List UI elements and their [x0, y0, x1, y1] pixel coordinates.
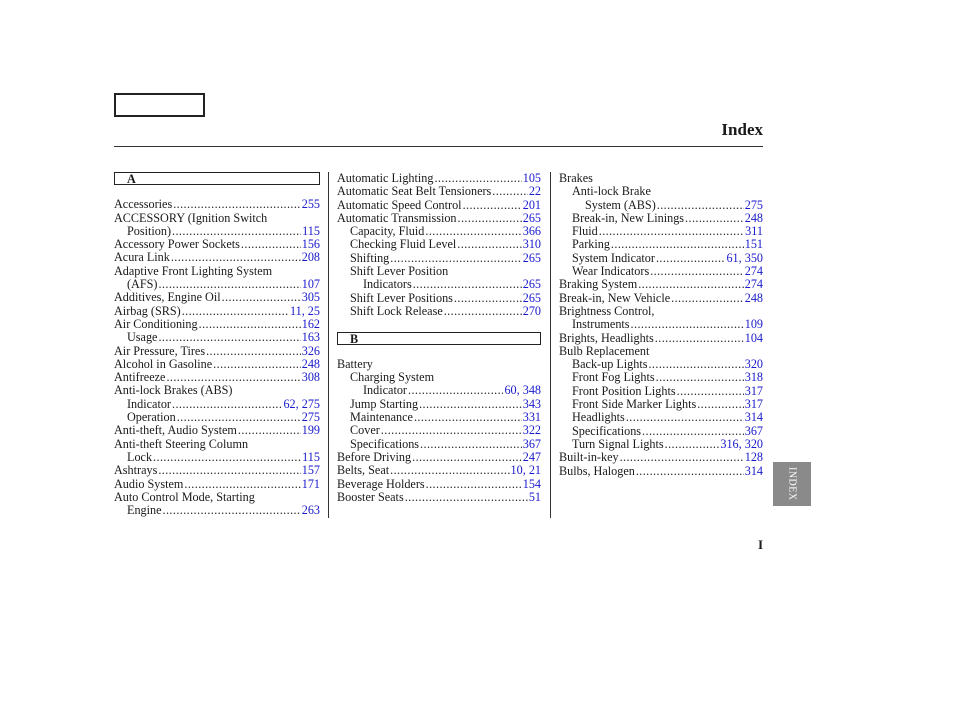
index-entry-term: Break-in, New Linings [572, 210, 685, 225]
index-entry-term: Specifications [350, 436, 420, 451]
index-entry [337, 371, 541, 384]
spacer [114, 185, 320, 198]
page-reference-link[interactable]: 275 [744, 197, 763, 212]
page-reference-link[interactable]: 367 [744, 423, 763, 438]
index-entry-term: Operation [127, 410, 176, 425]
index-entry[interactable] [337, 278, 541, 291]
index-entry[interactable] [337, 172, 541, 185]
dot-leader [636, 465, 744, 478]
spacer [337, 345, 541, 358]
index-entry [114, 491, 320, 504]
page-reference-link[interactable]: 314 [744, 410, 763, 425]
index-entry-term: Wear Indicators [572, 264, 650, 279]
column-divider [328, 172, 329, 518]
dot-leader [390, 252, 521, 265]
index-entry[interactable] [114, 305, 320, 318]
page-reference-link[interactable]: 60, 348 [504, 383, 541, 398]
index-entry[interactable] [114, 291, 320, 304]
index-entry-term: Indicator [363, 383, 407, 398]
page-reference-link[interactable]: 274 [744, 264, 763, 279]
dot-leader [177, 411, 301, 424]
dot-leader [626, 411, 744, 424]
index-entry-term: Built-in-key [559, 450, 619, 465]
dot-leader [381, 424, 522, 437]
header-tab-box [114, 93, 205, 117]
page-reference-link[interactable]: 305 [301, 290, 320, 305]
index-entry-term: Anti-theft Steering Column [114, 436, 249, 451]
dot-leader [611, 238, 744, 251]
dot-leader [166, 371, 300, 384]
index-entry-term: Shift Lever Positions [350, 290, 453, 305]
index-entry[interactable] [114, 345, 320, 358]
dot-leader [206, 345, 301, 358]
index-entry-term: Checking Fluid Level [350, 237, 457, 252]
page-reference-link[interactable]: 317 [744, 383, 763, 398]
index-entry-term: Auto Control Mode, Starting [114, 489, 255, 504]
index-entry[interactable] [559, 265, 763, 278]
index-entry-term: (AFS) [127, 277, 158, 292]
dot-leader [153, 451, 301, 464]
index-entry-term: Anti-lock Brake [572, 184, 651, 199]
dot-leader [163, 504, 301, 517]
index-entry[interactable] [559, 358, 763, 371]
index-entry-term: Automatic Transmission [337, 210, 457, 225]
index-column-3 [559, 172, 763, 478]
index-entry-term: Cover [350, 423, 380, 438]
index-side-tab[interactable] [773, 462, 811, 506]
index-entry[interactable] [337, 478, 541, 491]
index-entry-term: Anti-theft, Audio System [114, 423, 237, 438]
index-entry-term: Instruments [572, 317, 630, 332]
page-reference-link[interactable]: 128 [744, 450, 763, 465]
dot-leader [172, 398, 282, 411]
index-entry[interactable] [114, 251, 320, 264]
index-entry-term: Automatic Seat Belt Tensioners [337, 184, 492, 199]
page-reference-link[interactable]: 247 [522, 449, 541, 464]
dot-leader [655, 332, 744, 345]
dot-leader [171, 251, 301, 264]
index-entry-term: Brightness Control, [559, 303, 655, 318]
index-entry-term: Belts, Seat [337, 463, 390, 478]
index-entry-term: Audio System [114, 476, 184, 491]
index-entry-term: Lock [127, 449, 153, 464]
header-rule [114, 146, 763, 147]
index-entry[interactable] [559, 465, 763, 478]
dot-leader [420, 438, 522, 451]
index-entry-term: System (ABS) [585, 197, 656, 212]
index-entry[interactable] [337, 199, 541, 212]
index-entry-term: Capacity, Fluid [350, 224, 425, 239]
page-reference-link[interactable]: 248 [744, 210, 763, 225]
page-reference-link[interactable]: 270 [522, 303, 541, 318]
index-entry-term: Beverage Holders [337, 476, 425, 491]
index-entry-term: Ashtrays [114, 463, 158, 478]
page-reference-link[interactable]: 316, 320 [720, 436, 763, 451]
index-entry-term: Turn Signal Lights [572, 436, 664, 451]
page-reference-link[interactable]: 115 [302, 449, 320, 464]
index-entry[interactable] [559, 385, 763, 398]
index-side-tab-label: INDEX [786, 467, 798, 501]
index-entry[interactable] [114, 318, 320, 331]
dot-leader [434, 172, 521, 185]
index-entry-term: Fluid [572, 224, 598, 239]
index-column-1 [114, 172, 320, 517]
index-entry-term: Parking [572, 237, 610, 252]
page-reference-link[interactable]: 322 [522, 423, 541, 438]
index-entry-term: Bulbs, Halogen [559, 463, 635, 478]
dot-leader [457, 238, 521, 251]
index-entry[interactable] [114, 358, 320, 371]
index-entry[interactable] [337, 411, 541, 424]
index-entry-term: Battery [337, 356, 373, 371]
index-entry-term: Shift Lock Release [350, 303, 443, 318]
index-entry[interactable] [559, 225, 763, 238]
page-reference-link[interactable]: 115 [302, 223, 320, 238]
index-entry[interactable] [114, 424, 320, 437]
index-entry-term: Braking System [559, 277, 638, 292]
dot-leader [173, 198, 301, 211]
dot-leader [665, 438, 720, 451]
page-reference-link[interactable]: 265 [522, 210, 541, 225]
page-number: I [758, 537, 764, 552]
index-entry[interactable] [559, 212, 763, 225]
index-entry-term: Position) [127, 223, 172, 238]
index-entry[interactable] [114, 504, 320, 517]
dot-leader [222, 291, 301, 304]
page-reference-link[interactable]: 11, 25 [289, 303, 320, 318]
index-entry[interactable] [114, 464, 320, 477]
page-reference-link[interactable]: 343 [522, 396, 541, 411]
page-reference-link[interactable]: 248 [744, 290, 763, 305]
index-entry-term: Engine [127, 503, 162, 518]
page-reference-link[interactable]: 109 [744, 317, 763, 332]
dot-leader [677, 385, 744, 398]
column-divider [550, 172, 551, 518]
index-entry [559, 305, 763, 318]
dot-leader [412, 451, 522, 464]
page-reference-link[interactable]: 61, 350 [726, 250, 763, 265]
dot-leader [492, 185, 528, 198]
index-entry-term: System Indicator [572, 250, 655, 265]
dot-leader [631, 318, 744, 331]
dot-leader [238, 424, 301, 437]
dot-leader [414, 411, 522, 424]
index-entry[interactable] [559, 332, 763, 345]
index-entry [559, 185, 763, 198]
index-entry-term: Shifting [350, 250, 390, 265]
dot-leader [158, 464, 300, 477]
index-entry-term: Booster Seats [337, 489, 404, 504]
dot-leader [454, 292, 522, 305]
index-entry[interactable] [114, 411, 320, 424]
dot-leader [241, 238, 301, 251]
index-entry[interactable] [559, 252, 763, 265]
index-entry-term: Charging System [350, 370, 435, 385]
page-reference-link[interactable]: 162 [301, 316, 320, 331]
index-entry[interactable] [114, 225, 320, 238]
page-reference-link[interactable]: 248 [301, 356, 320, 371]
index-entry-term: Before Driving [337, 449, 412, 464]
index-entry[interactable] [337, 185, 541, 198]
spacer [337, 318, 541, 331]
index-entry[interactable] [559, 398, 763, 411]
index-entry-term: Front Fog Lights [572, 370, 655, 385]
dot-leader [408, 384, 503, 397]
index-entry[interactable] [337, 398, 541, 411]
index-entry[interactable] [337, 451, 541, 464]
index-entry[interactable] [114, 238, 320, 251]
dot-leader [426, 478, 522, 491]
page-reference-link[interactable]: 199 [301, 423, 320, 438]
dot-leader [697, 398, 743, 411]
index-entry-term: Accessory Power Sockets [114, 237, 240, 252]
dot-leader [458, 212, 522, 225]
index-entry[interactable] [337, 464, 541, 477]
index-entry[interactable] [559, 292, 763, 305]
page-reference-link[interactable]: 265 [522, 290, 541, 305]
page-reference-link[interactable]: 331 [522, 410, 541, 425]
page-reference-link[interactable]: 107 [301, 277, 320, 292]
dot-leader [650, 265, 744, 278]
page-title: Index [721, 120, 763, 139]
dot-leader [158, 331, 300, 344]
page-reference-link[interactable]: 366 [522, 224, 541, 239]
index-entry-term: Headlights [572, 410, 625, 425]
index-entry-term: Maintenance [350, 410, 413, 425]
page-reference-link[interactable]: 320 [744, 357, 763, 372]
page-reference-link[interactable]: 263 [301, 503, 320, 518]
index-entry-term: Additives, Engine Oil [114, 290, 221, 305]
page-reference-link[interactable]: 275 [301, 410, 320, 425]
index-entry[interactable] [559, 199, 763, 212]
dot-leader [642, 425, 744, 438]
page-reference-link[interactable]: 154 [522, 476, 541, 491]
index-entry-term: Front Side Marker Lights [572, 397, 697, 412]
index-entry [114, 438, 320, 451]
index-entry-term: Accessories [114, 197, 173, 212]
page-reference-link[interactable]: 62, 275 [283, 396, 320, 411]
index-entry-term: Acura Link [114, 250, 170, 265]
index-entry[interactable] [337, 212, 541, 225]
page-reference-link[interactable]: 171 [301, 476, 320, 491]
index-entry[interactable] [337, 491, 541, 504]
index-entry[interactable] [559, 438, 763, 451]
page-reference-link[interactable]: 151 [744, 237, 763, 252]
index-entry [114, 212, 320, 225]
index-entry-term: Anti-lock Brakes (ABS) [114, 383, 233, 398]
dot-leader [182, 305, 289, 318]
index-entry[interactable] [114, 198, 320, 211]
index-entry [337, 265, 541, 278]
page-reference-link[interactable]: 308 [301, 370, 320, 385]
dot-leader [463, 199, 522, 212]
index-entry [337, 358, 541, 371]
index-entry [114, 265, 320, 278]
index-entry[interactable] [559, 425, 763, 438]
index-entry-term: Antifreeze [114, 370, 166, 385]
section-letter-header: A [114, 172, 320, 185]
dot-leader [413, 278, 522, 291]
index-entry[interactable] [559, 238, 763, 251]
page-reference-link[interactable]: 105 [522, 171, 541, 185]
page-reference-link[interactable]: 163 [301, 330, 320, 345]
dot-leader [419, 398, 522, 411]
index-entry[interactable] [114, 371, 320, 384]
index-entry-term: Front Position Lights [572, 383, 676, 398]
index-entry-term: Back-up Lights [572, 357, 648, 372]
index-entry[interactable] [559, 451, 763, 464]
page-reference-link[interactable]: 157 [301, 463, 320, 478]
index-entry[interactable] [559, 278, 763, 291]
index-entry[interactable] [114, 331, 320, 344]
index-entry[interactable] [559, 411, 763, 424]
index-entry[interactable] [114, 398, 320, 411]
index-entry[interactable] [114, 451, 320, 464]
page-reference-link[interactable]: 274 [744, 277, 763, 292]
dot-leader [620, 451, 744, 464]
index-entry [559, 172, 763, 185]
index-entry[interactable] [337, 438, 541, 451]
page-reference-link[interactable]: 314 [744, 463, 763, 478]
page-reference-link[interactable]: 208 [301, 250, 320, 265]
page-reference-link[interactable]: 104 [744, 330, 763, 345]
page-reference-link[interactable]: 367 [522, 436, 541, 451]
dot-leader [656, 252, 726, 265]
page-reference-link[interactable]: 310 [522, 237, 541, 252]
index-entry-term: Adaptive Front Lighting System [114, 263, 273, 278]
dot-leader [656, 371, 744, 384]
page-reference-link[interactable]: 318 [744, 370, 763, 385]
dot-leader [685, 212, 744, 225]
page-reference-link[interactable]: 265 [522, 250, 541, 265]
index-entry-term: Air Pressure, Tires [114, 343, 206, 358]
index-entry[interactable] [337, 292, 541, 305]
page-reference-link[interactable]: 326 [301, 343, 320, 358]
index-entry-term: Brights, Headlights [559, 330, 654, 345]
index-entry-term: Shift Lever Position [350, 264, 449, 279]
page-reference-link[interactable]: 10, 21 [510, 463, 541, 478]
index-column-2 [337, 172, 541, 504]
page-reference-link[interactable]: 51 [528, 489, 541, 504]
page-reference-link[interactable]: 22 [528, 184, 541, 199]
index-entry-term: Indicators [363, 277, 412, 292]
page-reference-link[interactable]: 317 [744, 397, 763, 412]
dot-leader [671, 292, 744, 305]
index-entry-term: Bulb Replacement [559, 343, 650, 358]
dot-leader [425, 225, 521, 238]
index-entry-term: Brakes [559, 171, 593, 185]
index-entry[interactable] [337, 238, 541, 251]
index-entry-term: Air Conditioning [114, 316, 198, 331]
index-entry-term: ACCESSORY (Ignition Switch [114, 210, 268, 225]
index-entry[interactable] [114, 278, 320, 291]
index-entry[interactable] [337, 384, 541, 397]
index-entry-term: Alcohol in Gasoline [114, 356, 213, 371]
index-entry-term: Usage [127, 330, 158, 345]
dot-leader [444, 305, 522, 318]
index-entry[interactable] [337, 225, 541, 238]
index-entry-term: Break-in, New Vehicle [559, 290, 671, 305]
index-entry[interactable] [559, 371, 763, 384]
index-entry[interactable] [337, 424, 541, 437]
dot-leader [172, 225, 301, 238]
dot-leader [599, 225, 744, 238]
index-entry [114, 384, 320, 397]
page-reference-link[interactable]: 265 [522, 277, 541, 292]
index-entry[interactable] [114, 478, 320, 491]
page-reference-link[interactable]: 311 [745, 224, 763, 239]
dot-leader [213, 358, 301, 371]
page-reference-link[interactable]: 201 [522, 197, 541, 212]
dot-leader [184, 478, 300, 491]
page-reference-link[interactable]: 156 [301, 237, 320, 252]
index-entry[interactable] [337, 305, 541, 318]
index-entry-term: Automatic Lighting [337, 171, 434, 185]
index-entry-term: Automatic Speed Control [337, 197, 462, 212]
dot-leader [199, 318, 301, 331]
index-entry-term: Specifications [572, 423, 642, 438]
dot-leader [638, 278, 744, 291]
dot-leader [657, 199, 744, 212]
index-entry-term: Indicator [127, 396, 171, 411]
dot-leader [648, 358, 743, 371]
page-reference-link[interactable]: 255 [301, 197, 320, 212]
index-entry[interactable] [559, 318, 763, 331]
dot-leader [390, 464, 509, 477]
dot-leader [405, 491, 528, 504]
index-entry [559, 345, 763, 358]
index-entry[interactable] [337, 252, 541, 265]
dot-leader [158, 278, 300, 291]
index-entry-term: Jump Starting [350, 396, 419, 411]
section-letter-header: B [337, 332, 541, 345]
index-entry-term: Airbag (SRS) [114, 303, 181, 318]
